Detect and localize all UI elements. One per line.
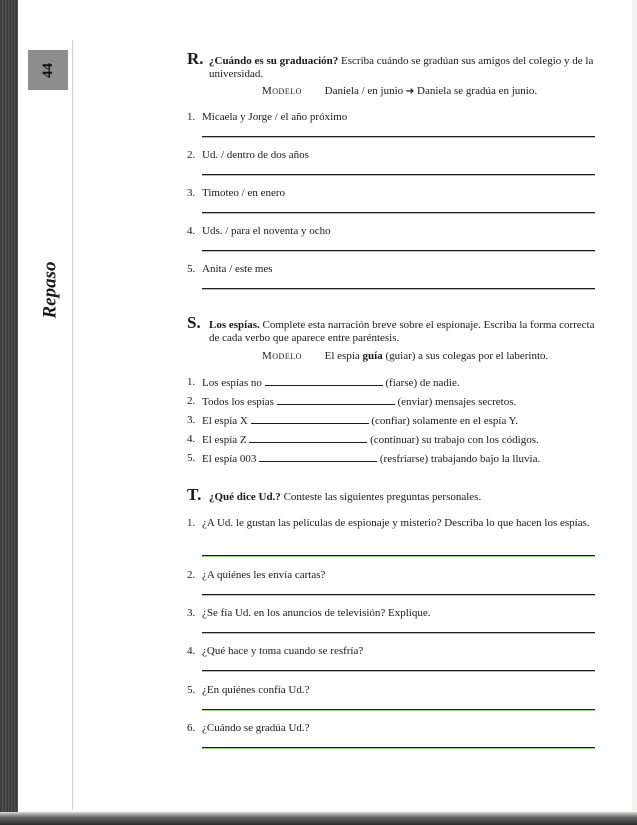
page-number: 44	[39, 62, 56, 78]
item-number: 1.	[187, 376, 196, 388]
item-sentence	[202, 414, 597, 428]
exercise-instructions	[209, 319, 599, 345]
blank-field[interactable]	[277, 395, 395, 405]
item-sentence	[202, 395, 597, 409]
question-text: ¿A Ud. le gustan las películas de espionaje y misterio? Describa lo que hacen los espías.	[202, 517, 590, 529]
exercise-title: Los espías.	[209, 319, 260, 331]
section-tab-label: Repaso	[39, 261, 60, 319]
item-prefix: Todos los espías	[202, 396, 274, 408]
exercise-instructions-text: Conteste las siguientes preguntas personales.	[283, 491, 482, 503]
book-binding-edge	[0, 0, 18, 825]
answer-line[interactable]	[202, 136, 595, 137]
exercise-title: ¿Qué dice Ud.?	[209, 491, 281, 503]
item-suffix: (fiarse) de nadie.	[385, 377, 460, 389]
answer-line[interactable]	[202, 594, 595, 595]
answer-line[interactable]	[202, 709, 595, 710]
exercise-instructions-text: Complete esta narración breve sobre el espionaje. Escriba la forma correcta de cada verbo que aparece entre paréntesis.	[209, 319, 595, 344]
exercise-instructions	[209, 491, 599, 504]
answer-line[interactable]	[202, 747, 595, 748]
question-number: 3.	[187, 187, 196, 199]
modelo-answer: guía	[362, 350, 383, 362]
section-tab	[30, 245, 70, 335]
question-text: ¿Qué hace y toma cuando se resfría?	[202, 645, 364, 657]
answer-line[interactable]	[202, 212, 595, 213]
exercise-letter: R.	[187, 49, 204, 68]
arrow-right-icon: ➔	[405, 86, 415, 97]
question-text: Micaela y Jorge / el año próximo	[202, 111, 348, 123]
item-suffix: (resfriarse) trabajando bajo la lluvia.	[379, 453, 541, 465]
exercise-instructions	[209, 55, 599, 81]
question-text: ¿En quiénes confía Ud.?	[202, 684, 310, 696]
question-number: 1.	[187, 517, 196, 529]
answer-line[interactable]	[202, 555, 595, 556]
question-text: ¿Se fía Ud. en los anuncios de televisión? Explique.	[202, 607, 431, 619]
item-number: 4.	[187, 433, 196, 445]
item-number: 5.	[187, 452, 196, 464]
item-suffix: (continuar) su trabajo con los códigos.	[370, 434, 539, 446]
modelo-answer: Daniela se gradúa en junio.	[417, 85, 538, 97]
question-text: Ud. / dentro de dos años	[202, 149, 309, 161]
item-prefix: Los espías no	[202, 377, 262, 389]
item-sentence	[202, 433, 597, 447]
item-number: 3.	[187, 414, 196, 426]
question-number: 1.	[187, 111, 196, 123]
item-suffix: (confiar) solamente en el espía Y.	[371, 415, 518, 427]
item-prefix: El espía 003	[202, 453, 257, 465]
exercise-title: ¿Cuándo es su graduación?	[209, 55, 339, 67]
question-number: 5.	[187, 684, 196, 696]
answer-line[interactable]	[202, 250, 595, 251]
exercise-letter: S.	[187, 313, 201, 332]
item-sentence	[202, 452, 597, 466]
page-bottom-edge	[0, 812, 637, 825]
answer-line[interactable]	[202, 632, 595, 633]
item-sentence	[202, 376, 597, 390]
modelo-prompt: Daniela / en junio	[324, 85, 404, 97]
item-prefix: El espía X	[202, 415, 248, 427]
question-number: 6.	[187, 722, 196, 734]
page-number-tab	[28, 50, 68, 90]
question-number: 2.	[187, 569, 196, 581]
answer-line[interactable]	[202, 174, 595, 175]
question-number: 5.	[187, 263, 196, 275]
question-number: 2.	[187, 149, 196, 161]
blank-field[interactable]	[251, 414, 369, 424]
question-text: Uds. / para el noventa y ocho	[202, 225, 331, 237]
blank-field[interactable]	[265, 376, 383, 386]
question-text: ¿Cuándo se gradúa Ud.?	[202, 722, 310, 734]
item-prefix: El espía Z	[202, 434, 247, 446]
answer-line[interactable]	[202, 670, 595, 671]
item-number: 2.	[187, 395, 196, 407]
blank-field[interactable]	[259, 452, 377, 462]
question-number: 4.	[187, 645, 196, 657]
question-number: 4.	[187, 225, 196, 237]
modelo-label: Modelo	[262, 350, 302, 362]
blank-field[interactable]	[249, 433, 367, 443]
modelo-post: (guiar) a sus colegas por el laberinto.	[385, 350, 549, 362]
margin-rule	[72, 40, 73, 810]
exercise-letter: T.	[187, 485, 202, 504]
question-number: 3.	[187, 607, 196, 619]
question-text: ¿A quiénes les envía cartas?	[202, 569, 326, 581]
modelo-label: Modelo	[262, 85, 302, 97]
answer-line[interactable]	[202, 288, 595, 289]
modelo-pre: El espía	[324, 350, 360, 362]
exercise-instructions-text: Escriba cuándo se gradúan sus amigos del colegio y de la universidad.	[209, 55, 594, 80]
item-suffix: (enviar) mensajes secretos.	[397, 396, 517, 408]
modelo-example	[262, 350, 548, 363]
modelo-example	[262, 85, 537, 98]
question-text: Timoteo / en enero	[202, 187, 285, 199]
question-text: Anita / este mes	[202, 263, 273, 275]
